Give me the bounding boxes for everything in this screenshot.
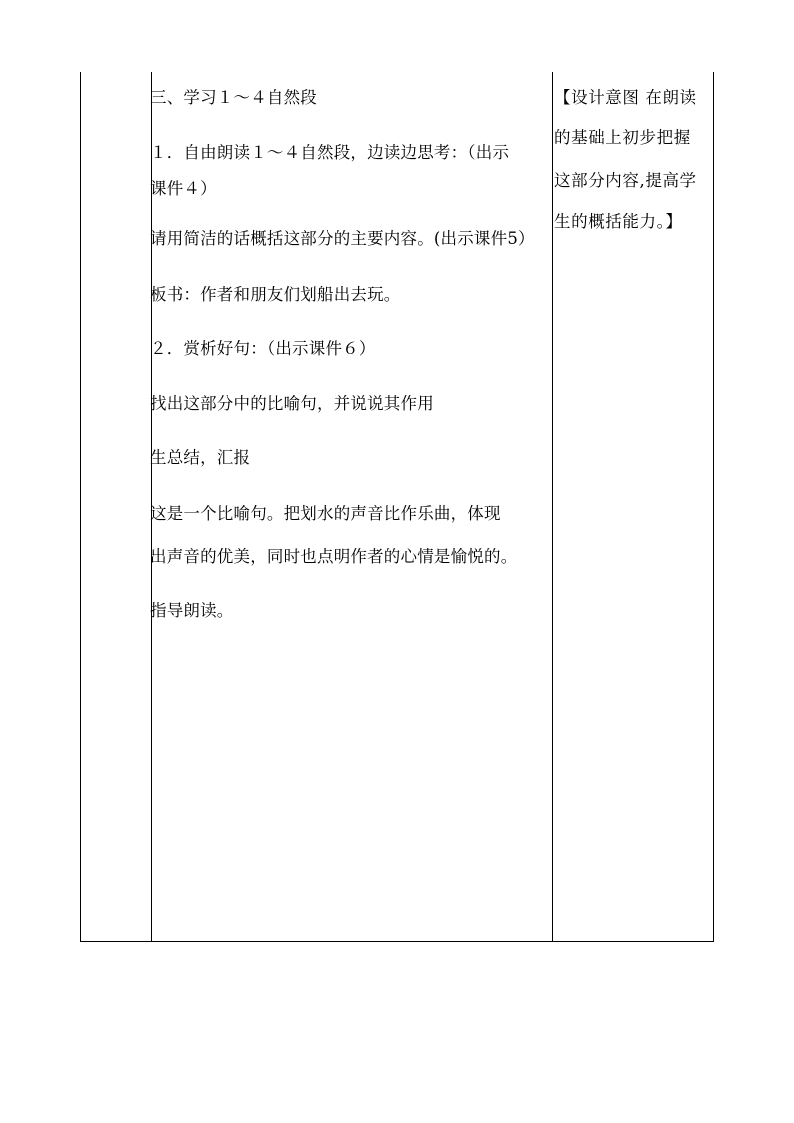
design-intent-cell [554,72,712,932]
design-intent-line3: 这部分内容,提高学 [554,171,697,190]
board-writing: 板书：作者和朋友们划船出去玩。 [150,285,401,304]
student-summary: 生总结，汇报 [150,448,251,467]
summary-prompt: 请用简洁的话概括这部分的主要内容。(出示课件5） [150,229,535,248]
item1-line1: １．自由朗读１～４自然段，边读边思考：（出示 [150,143,510,162]
explanation-line2: 出声音的优美，同时也点明作者的心情是愉悦的。 [150,547,518,566]
design-intent-line2: 的基础上初步把握 [554,128,691,147]
design-intent-line4: 生的概括能力。】 [554,212,683,231]
teaching-content-cell [150,72,553,932]
item2-heading: ２．赏析好句：（出示课件６） [150,339,376,358]
explanation-line1: 这是一个比喻句。把划水的声音比作乐曲，体现 [150,504,501,523]
find-metaphor-task: 找出这部分中的比喻句，并说说其作用 [150,394,434,413]
item1-line2: 课件４） [150,179,217,198]
table-border-left [80,72,81,942]
reading-guidance: 指导朗读。 [150,601,234,620]
section-heading: 三、学习１～４自然段 [150,88,317,107]
table-border-bottom [80,941,714,942]
table-border-right [713,72,714,942]
design-intent-line1: 【设计意图 在朗读 [554,88,697,107]
